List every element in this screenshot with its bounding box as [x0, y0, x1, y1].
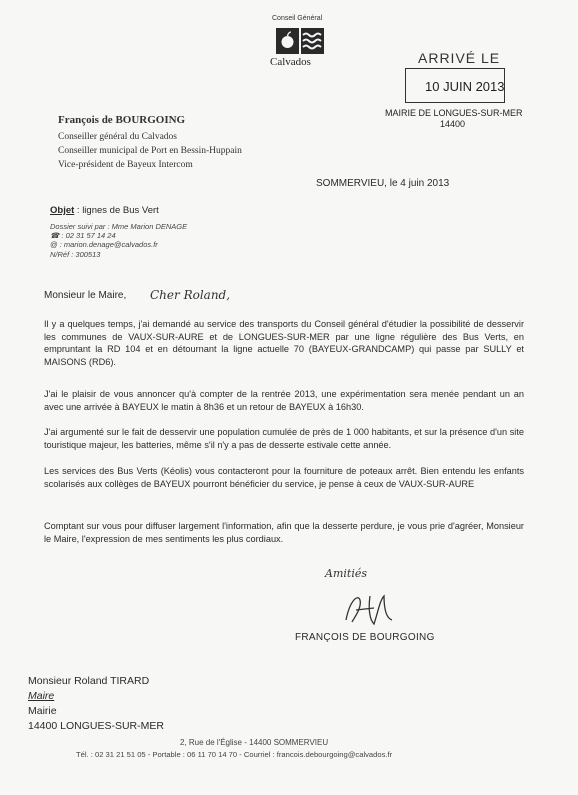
signature-name: FRANÇOIS DE BOURGOING [295, 632, 435, 643]
stamp-mairie: MAIRIE DE LONGUES-SUR-MER [385, 108, 523, 118]
footer-contacts: Tél. : 02 31 21 51 05 - Portable : 06 11 70 14 70 - Courriel : francois.debourgoing@calvados.fr [76, 750, 393, 759]
sender-name: François de BOURGOING [58, 114, 186, 126]
reference-line: @ : marion.denage@calvados.fr [50, 240, 158, 249]
recipient-name: Monsieur Roland TIRARD [28, 675, 150, 687]
sender-line: Vice-président de Bayeux Intercom [58, 160, 193, 170]
signature-icon [340, 590, 400, 628]
footer-address: 2, Rue de l'Église - 14400 SOMMERVIEU [180, 738, 329, 747]
body-paragraph: J'ai argumenté sur le fait de desservir une population cumulée de près de 1 000 habitants, et sur la présence d'un site touristique majeur, les batteries, même s'il n'y a pas de desserte estivale cette année. [44, 427, 524, 450]
handwritten-salutation: Cher Roland, [150, 288, 231, 302]
stamp-title: ARRIVÉ LE [418, 50, 501, 66]
sender-line: Conseiller général du Calvados [58, 132, 177, 142]
logo-name: Calvados [270, 56, 311, 68]
subject-label: Objet [50, 205, 75, 216]
signature [340, 590, 400, 633]
letter-date: SOMMERVIEU, le 4 juin 2013 [316, 178, 450, 189]
reference-line: N/Réf : 300513 [50, 250, 101, 259]
body-paragraph: J'ai le plaisir de vous annoncer qu'à compter de la rentrée 2013, une expérimentation sera menée pendant un an avec une arrivée à BAYEUX le matin à 8h36 et un retour de BAYEUX à 16h30. [44, 389, 524, 412]
salutation: Monsieur le Maire, [44, 290, 127, 301]
sender-line: Conseiller municipal de Port en Bessin-Huppain [58, 146, 242, 156]
handwritten-close: Amitiés [325, 567, 367, 580]
recipient-city: 14400 LONGUES-SUR-MER [28, 720, 164, 732]
body-paragraph: Les services des Bus Verts (Kéolis) vous contacteront pour la fourniture de poteaux arrêt. Bien entendu les enfants scolarisés aux collèges de BAYEUX pourront bénéficier du service, je pense à ceux de VAUX-SUR-AURE [44, 466, 524, 489]
recipient-org: Mairie [28, 705, 57, 717]
calvados-logo [276, 28, 324, 54]
recipient-title: Maire [28, 690, 55, 702]
subject-text: : lignes de Bus Vert [74, 205, 159, 216]
subject-line [50, 205, 159, 216]
reference-line: Dossier suivi par : Mme Marion DENAGE [50, 222, 188, 231]
stamp-date: 10 JUIN 2013 [425, 79, 505, 94]
stamp-postcode: 14400 [440, 119, 466, 129]
reference-line: ☎ : 02 31 57 14 24 [50, 231, 116, 240]
logo-top-text: Conseil Général [272, 15, 323, 22]
body-paragraph: Comptant sur vous pour diffuser largement l'information, afin que la desserte perdure, je vous prie d'agréer, Monsieur le Maire, l'expression de mes sentiments les plus cordiaux. [44, 521, 524, 544]
body-paragraph: Il y a quelques temps, j'ai demandé au service des transports du Conseil général d'étudier la possibilité de desservir les communes de VAUX-SUR-AURE et de LONGUES-SUR-MER par une ligne régulière des Bus Verts, en empruntant la RD 104 et en détournant la ligne actuelle 70 (BAYEUX-GRANDCAMP) qui passe par SULLY et MAISONS (RD6). [44, 319, 524, 367]
calvados-logo-icon [276, 28, 324, 54]
